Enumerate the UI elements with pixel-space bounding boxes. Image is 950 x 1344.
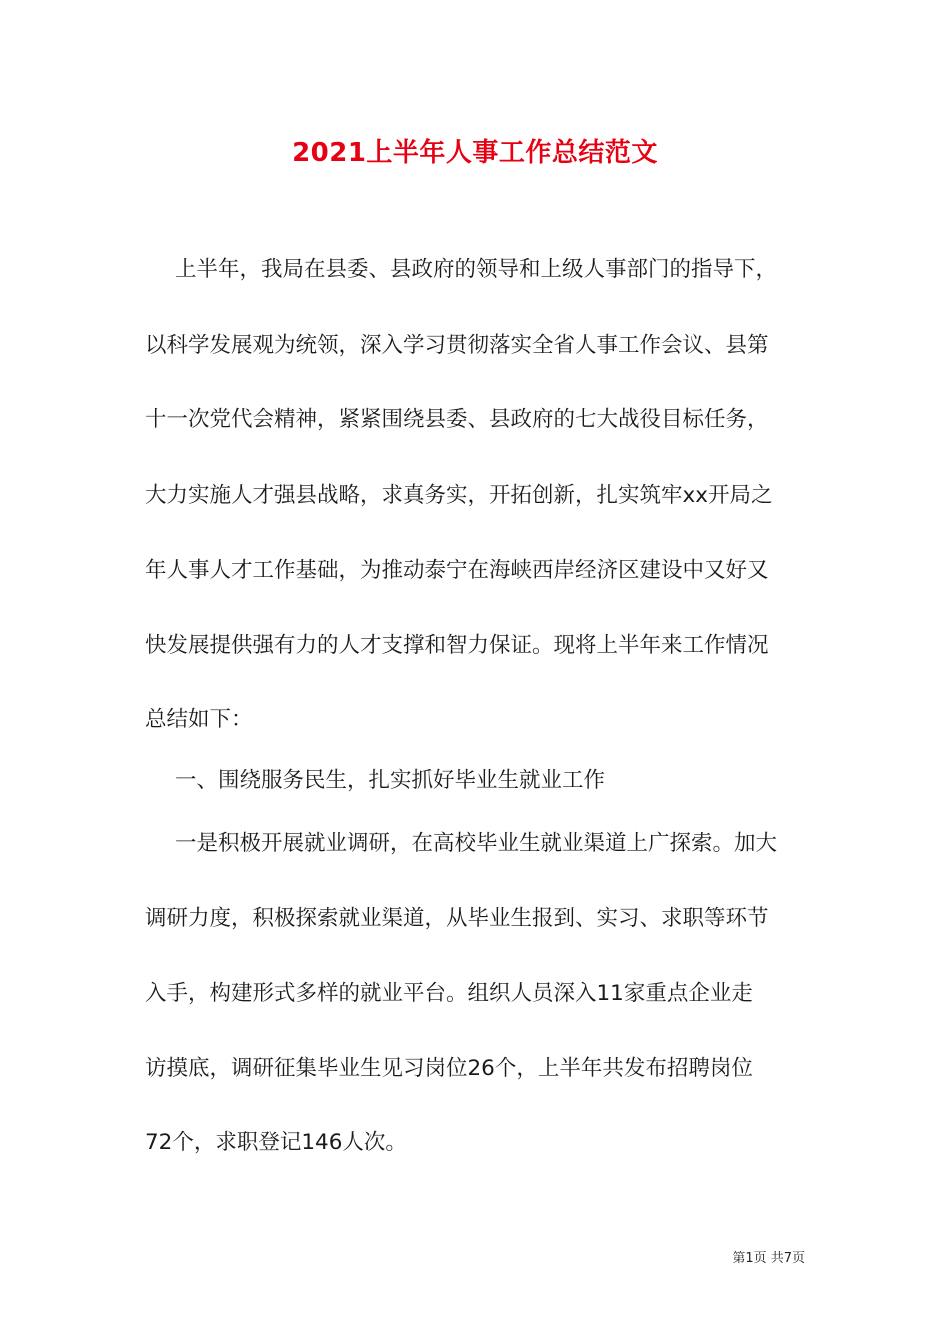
paragraph-line: 年人事人才工作基础，为推动泰宁在海峡西岸经济区建设中又好又 [145,558,769,583]
paragraph-line: 72个，求职登记146人次。 [145,1130,407,1155]
paragraph-line: 入手，构建形式多样的就业平台。组织人员深入11家重点企业走 [145,981,753,1006]
paragraph-line: 以科学发展观为统领，深入学习贯彻落实全省人事工作会议、县第 [145,333,769,358]
paragraph-line: 访摸底，调研征集毕业生见习岗位26个，上半年共发布招聘岗位 [145,1056,753,1081]
document-title: 2021上半年人事工作总结范文 [292,138,658,168]
page-number-footer: 第1页 共7页 [732,1251,805,1266]
paragraph-line: 一是积极开展就业调研，在高校毕业生就业渠道上广探索。加大 [175,831,778,856]
paragraph-line: 快发展提供强有力的人才支撑和智力保证。现将上半年来工作情况 [145,633,769,658]
paragraph-line: 上半年，我局在县委、县政府的领导和上级人事部门的指导下， [175,257,778,282]
paragraph-line: 十一次党代会精神，紧紧围绕县委、县政府的七大战役目标任务， [145,407,769,432]
paragraph-line: 调研力度，积极探索就业渠道，从毕业生报到、实习、求职等环节 [145,906,769,931]
paragraph-line: 总结如下： [145,707,253,732]
paragraph-line: 大力实施人才强县战略，求真务实，开拓创新，扎实筑牢xx开局之 [145,483,773,508]
section-heading-text: 一、围绕服务民生，扎实抓好毕业生就业工作 [175,768,606,793]
